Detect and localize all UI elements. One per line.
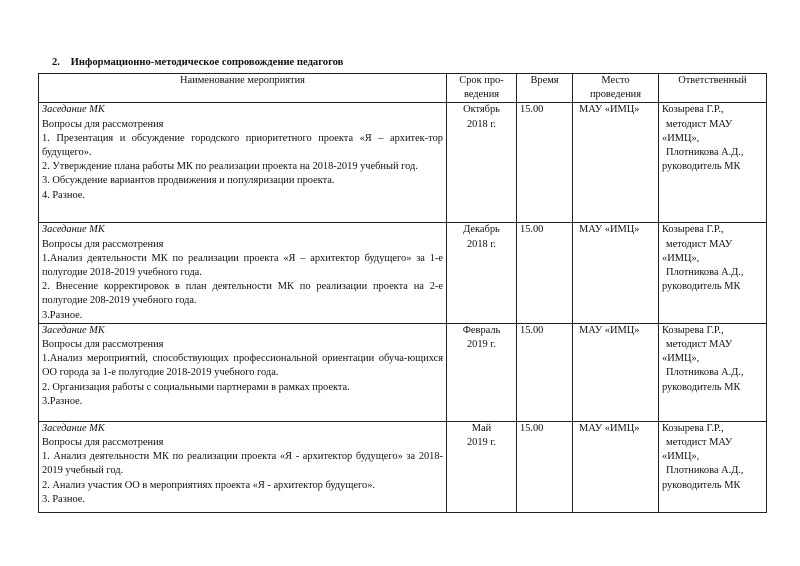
place-cell: МАУ «ИМЦ» bbox=[573, 421, 659, 512]
time-cell: 15.00 bbox=[517, 103, 573, 223]
responsible-line: Козырева Г.Р., bbox=[662, 422, 724, 434]
responsible-line: руководитель МК bbox=[662, 479, 741, 491]
responsible-line: Плотникова А.Д., bbox=[666, 147, 744, 159]
event-subtitle: Вопросы для рассмотрения bbox=[42, 238, 164, 250]
header-deadline-line: Срок про- bbox=[459, 75, 504, 86]
event-cell bbox=[39, 103, 447, 223]
event-cell bbox=[39, 323, 447, 421]
table-row bbox=[39, 223, 767, 323]
time-cell: 15.00 bbox=[517, 223, 573, 323]
responsible-line: Плотникова А.Д., bbox=[666, 465, 744, 477]
responsible-line: Плотникова А.Д., bbox=[666, 267, 744, 279]
time-cell: 15.00 bbox=[517, 421, 573, 512]
table-row bbox=[39, 323, 767, 421]
event-subtitle: Вопросы для рассмотрения bbox=[42, 437, 164, 449]
table-header-row bbox=[39, 74, 767, 103]
place-cell: МАУ «ИМЦ» bbox=[573, 323, 659, 421]
section-title: Информационно-методическое сопровождение педагогов bbox=[70, 57, 344, 68]
section-number: 2. bbox=[52, 57, 60, 68]
event-title: Заседание МК bbox=[42, 104, 105, 116]
events-table bbox=[38, 73, 767, 513]
event-item: 3.Разное. bbox=[42, 395, 83, 407]
responsible-line: «ИМЦ», bbox=[662, 252, 700, 264]
event-title: Заседание МК bbox=[42, 324, 105, 336]
responsible-line: «ИМЦ», bbox=[662, 132, 700, 144]
event-item: 3.Разное. bbox=[42, 309, 83, 321]
responsible-line: методист МАУ bbox=[666, 437, 733, 449]
event-item: 3. Обсуждение вариантов продвижения и популяризации проекта. bbox=[42, 175, 335, 187]
responsible-line: Козырева Г.Р., bbox=[662, 104, 724, 116]
event-item: 2. Организация работы с социальными партнерами в рамках проекта. bbox=[42, 381, 350, 393]
responsible-line: «ИМЦ», bbox=[662, 451, 700, 463]
date-cell bbox=[447, 103, 517, 223]
responsible-cell bbox=[659, 421, 767, 512]
header-place bbox=[573, 74, 659, 103]
responsible-line: Козырева Г.Р., bbox=[662, 324, 724, 336]
event-subtitle: Вопросы для рассмотрения bbox=[42, 118, 164, 130]
header-place-line: Место bbox=[601, 75, 630, 86]
event-item: 2. Внесение корректировок в план деятельности МК по реализации проекта на 2-е полугодие 208-2019 учебного года. bbox=[42, 281, 443, 307]
event-item: 1. Презентация и обсуждение городского приоритетного проекта «Я – архитек-тор будущего». bbox=[42, 132, 443, 159]
event-item: 3. Разное. bbox=[42, 493, 85, 505]
date-cell bbox=[447, 323, 517, 421]
responsible-cell bbox=[659, 223, 767, 323]
time-cell: 15.00 bbox=[517, 323, 573, 421]
responsible-line: «ИМЦ», bbox=[662, 353, 700, 365]
table-row bbox=[39, 421, 767, 512]
date-month: Октябрь bbox=[463, 104, 500, 116]
place-cell: МАУ «ИМЦ» bbox=[573, 223, 659, 323]
event-item: 1.Анализ деятельности МК по реализации проекта «Я – архитектор будущего» за 1-е полугодие 2018-2019 учебного года. bbox=[42, 252, 443, 279]
event-item: 2. Утверждение плана работы МК по реализации проекта на 2018-2019 учебный год. bbox=[42, 161, 418, 173]
event-cell bbox=[39, 421, 447, 512]
responsible-cell bbox=[659, 103, 767, 223]
header-deadline-line: ведения bbox=[463, 89, 500, 101]
responsible-line: методист МАУ bbox=[666, 118, 733, 130]
event-item: 2. Анализ участия ОО в мероприятиях проекта «Я - архитектор будущего». bbox=[42, 479, 375, 491]
event-title: Заседание МК bbox=[42, 422, 105, 434]
event-title: Заседание МК bbox=[42, 224, 105, 236]
date-year: 2018 г. bbox=[466, 238, 497, 250]
header-responsible: Ответственный bbox=[659, 74, 767, 103]
header-place-line: проведения bbox=[589, 89, 642, 101]
date-year: 2019 г. bbox=[466, 339, 497, 351]
responsible-line: методист МАУ bbox=[666, 339, 733, 351]
event-item: 1.Анализ мероприятий, способствующих профессиональной ориентации обуча-ющихся ОО города за 1-е полугодие 2018-2019 учебного года. bbox=[42, 353, 443, 379]
responsible-line: руководитель МК bbox=[662, 381, 741, 393]
table-row bbox=[39, 103, 767, 223]
place-cell: МАУ «ИМЦ» bbox=[573, 103, 659, 223]
responsible-line: Козырева Г.Р., bbox=[662, 224, 724, 236]
date-month: Май bbox=[471, 422, 492, 434]
date-cell bbox=[447, 421, 517, 512]
date-year: 2018 г. bbox=[466, 118, 497, 130]
section-heading bbox=[52, 57, 343, 68]
responsible-line: руководитель МК bbox=[662, 281, 741, 293]
header-deadline bbox=[447, 74, 517, 103]
date-month: Февраль bbox=[462, 324, 501, 336]
responsible-cell bbox=[659, 323, 767, 421]
header-time: Время bbox=[517, 74, 573, 103]
date-month: Декабрь bbox=[463, 224, 500, 236]
event-item: 1. Анализ деятельности МК по реализации проекта «Я - архитектор будущего» за 2018-2019 учебный год. bbox=[42, 451, 443, 477]
responsible-line: руководитель МК bbox=[662, 161, 741, 173]
date-cell bbox=[447, 223, 517, 323]
date-year: 2019 г. bbox=[466, 437, 497, 449]
event-item: 4. Разное. bbox=[42, 189, 85, 201]
responsible-line: Плотникова А.Д., bbox=[666, 367, 744, 379]
event-cell bbox=[39, 223, 447, 323]
header-event-name: Наименование мероприятия bbox=[39, 74, 447, 103]
event-subtitle: Вопросы для рассмотрения bbox=[42, 339, 164, 351]
responsible-line: методист МАУ bbox=[666, 238, 733, 250]
